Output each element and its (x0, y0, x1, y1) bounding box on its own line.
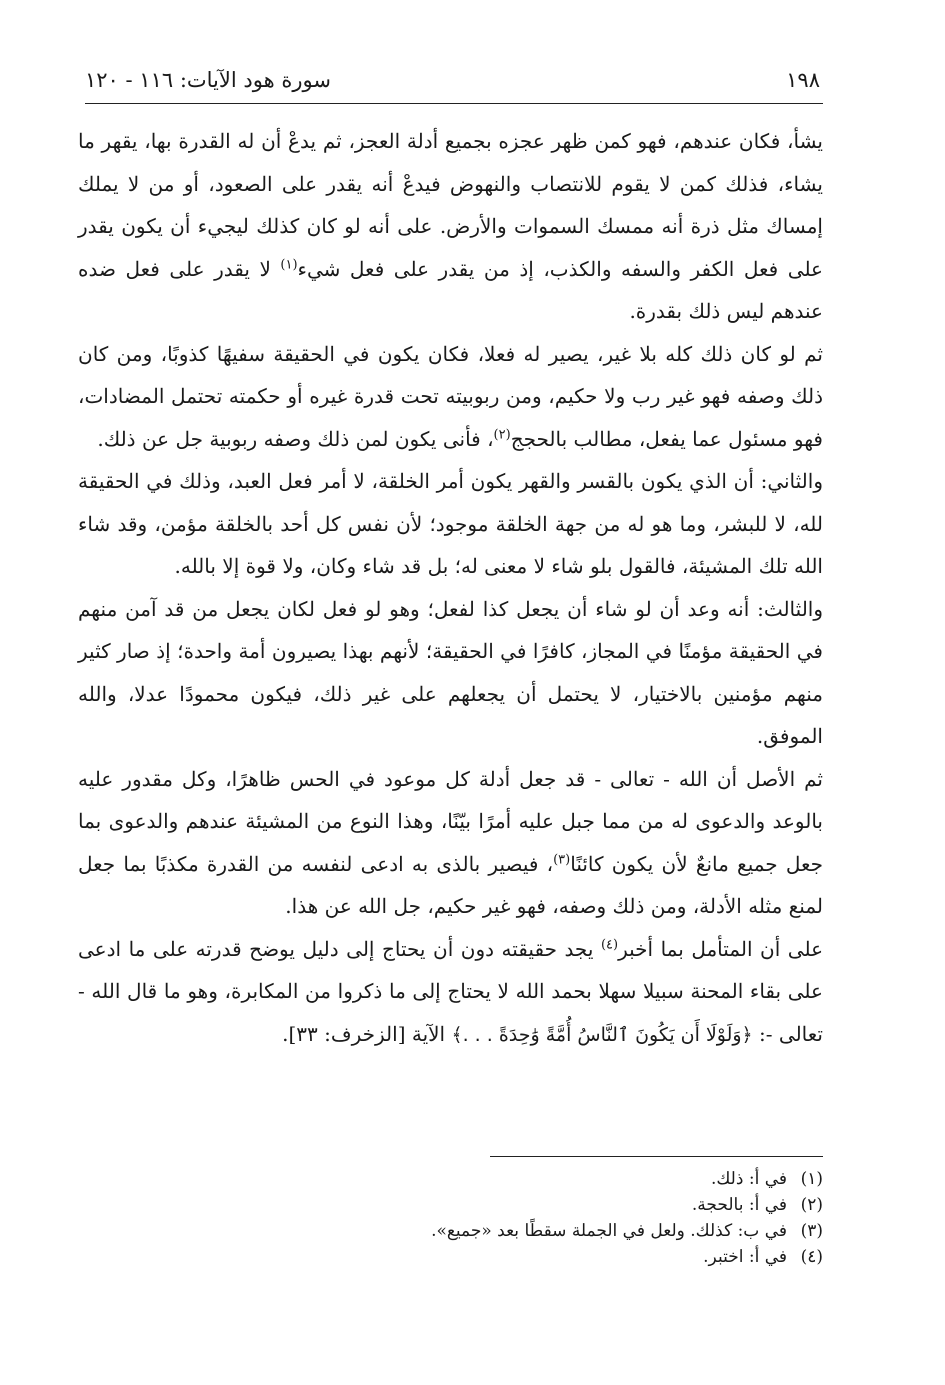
paragraph (78, 333, 823, 461)
footnote-divider (490, 1156, 823, 1157)
paragraph-text: ثم لو كان ذلك كله بلا غير، يصير له فعلا، فكان يكون في الحقيقة سفيهًا كذوبًا، ومن كان ذلك وصفه فهو غير رب ولا حكيم، ومن ربوبيته تحت قدرة غيره أو حكمته تحتمل المضادات، فهو مسئول عما يفعل، مطالب بالحجج (78, 341, 823, 451)
quran-quote: ﴿وَلَوْلَا أَن يَكُونَ ٱلنَّاسُ أُمَّةً وَٰحِدَةً . . .﴾ (451, 1023, 753, 1046)
footnote-reference: (٢) (493, 426, 511, 442)
paragraph-text: ، فأنى يكون لمن ذلك وصفه ربوبية جل عن ذلك. (97, 426, 494, 451)
footnote-text: في ب: كذلك. ولعل في الجملة سقطًا بعد «جميع». (431, 1221, 787, 1241)
footnote (223, 1218, 823, 1244)
paragraph (78, 588, 823, 758)
header-divider (85, 103, 823, 104)
paragraph-text: يجد حقيقته دون أن يحتاج إلى دليل يوضح قدرته على ما ادعى على بقاء المحنة سبيلا سهلا بحمد الله لا يحتاج إلى ما ذكروا من المكابرة، وهو ما قال الله - تعالى -: (78, 936, 823, 1046)
paragraph-text: الآية [الزخرف: ٣٣]. (282, 1021, 452, 1046)
footnote-number: (١) (800, 1169, 823, 1189)
footnote-number: (٤) (800, 1247, 823, 1267)
footnote-reference: (٣) (553, 851, 571, 867)
footnotes (223, 1166, 823, 1270)
footnote-number: (٣) (800, 1221, 823, 1241)
footnote (223, 1166, 823, 1192)
footnote-text: في أ: بالحجة. (691, 1195, 787, 1215)
paragraph-text: لا يقدر على فعل ضده عندهم ليس ذلك بقدرة. (78, 256, 823, 323)
page-number: ١٩٨ (786, 68, 820, 92)
footnote (223, 1192, 823, 1218)
footnote-text: في أ: ذلك. (710, 1169, 787, 1189)
footnote-text: في أ: اختبر. (703, 1247, 787, 1267)
paragraph (78, 120, 823, 333)
paragraph-text: ثم الأصل أن الله - تعالى - قد جعل أدلة كل موعود في الحس ظاهرًا، وكل مقدور عليه بالوعد والدعوى له من مما جبل عليه أمرًا بيّنًا، وهذا النوع من المشيئة عندهم والدعوى بما جعل جميع مانعٌ لأن يكون كائنًا (78, 766, 824, 876)
paragraph-text: يشأ، فكان عندهم، فهو كمن ظهر عجزه بجميع أدلة العجز، ثم يدعْ أن له القدرة بها، يقهر ما يشاء، فذلك كمن لا يقوم للانتصاب والنهوض فيدعْ أنه يقدر على الصعود، أو من لا يملك إمساك مثل ذرة أنه ممسك السموات والأرض. على أنه لو كان كذلك ليجيء أن يكون يقدر على فعل الكفر والسفه والكذب، إذ من يقدر على فعل شيء (78, 129, 823, 281)
page-header (85, 62, 820, 98)
footnote-reference: (١) (280, 256, 298, 272)
paragraph (78, 758, 823, 928)
paragraph (78, 928, 823, 1057)
paragraph (78, 460, 823, 588)
paragraph-text: والثاني: أن الذي يكون بالقسر والقهر يكون أمر الخلقة، لا أمر فعل العبد، وذلك في الحقيقة لله، لا للبشر، وما هو له من جهة الخلقة موجود؛ لأن نفس كل أحد بالخلقة مؤمن، وقد شاء الله تلك المشيئة، فالقول بلو شاء لا معنى له؛ بل قد شاء وكان، ولا قوة إلا بالله. (78, 469, 824, 578)
main-text (78, 120, 823, 1056)
paragraph-text: ، فيصير بالذى به ادعى لنفسه من القدرة مكذبًا بما جعل لمنع مثله الأدلة، ومن ذلك وصفه، فهو غير حكيم، جل الله عن هذا. (78, 851, 823, 918)
running-title: سورة هود الآيات: ١١٦ - ١٢٠ (85, 68, 331, 92)
paragraph-text: والثالث: أنه وعد أن لو شاء أن يجعل كذا لفعل؛ وهو لو فعل لكان يجعل من قد آمن منهم في الحقيقة مؤمنًا في المجاز، كافرًا في الحقيقة؛ لأنهم بهذا يصيرون أمة واحدة؛ إذ صار كثير منهم مؤمنين بالاختيار، لا يحتمل أن يجعلهم على غير ذلك، فيكون محمودًا عدلا، والله الموفق. (78, 596, 823, 748)
footnote (223, 1244, 823, 1270)
paragraph-text: على أن المتأمل بما أخبر (618, 936, 824, 961)
footnote-reference: (٤) (600, 936, 619, 952)
footnote-number: (٢) (800, 1195, 823, 1215)
